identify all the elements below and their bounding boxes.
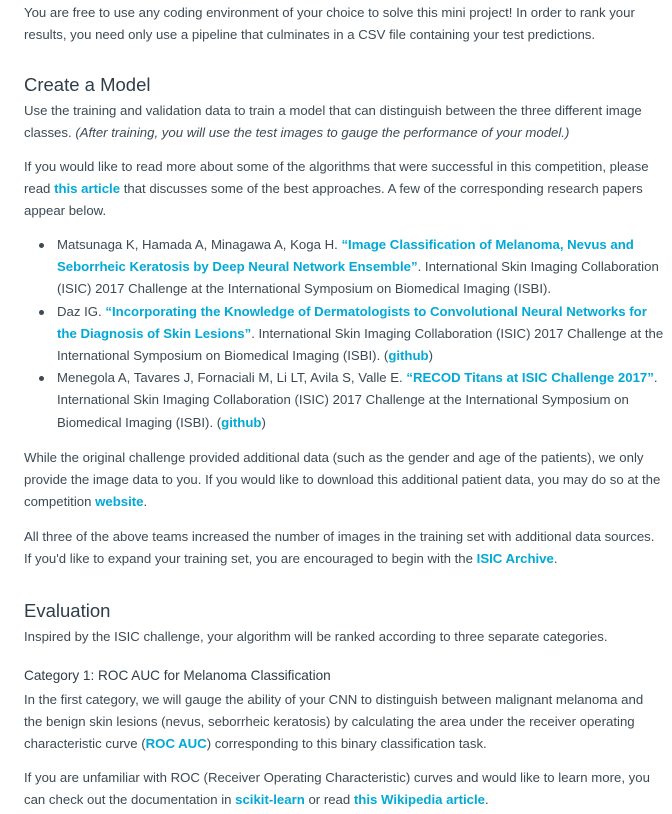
website-link[interactable]: website (95, 494, 144, 510)
roc-learn-mid: or read (304, 792, 354, 808)
category1-text: In the first category, we will gauge the ability of your CNN to distinguish between malignant melanoma and the benign skin lesions (nevus, seborrheic keratosis) by calculating the area under the receiver operating characteristic curve ( (24, 692, 644, 752)
reference-authors: Daz IG. (57, 303, 106, 319)
expand-training-paragraph (24, 526, 660, 570)
expand-training-text: All three of the above teams increased the number of images in the training set with additional data sources. If you'd like to expand your training set, you are encouraged to begin with the (24, 529, 655, 567)
read-more-text-after: that discusses some of the best approaches. A few of the corresponding research papers appear below. (24, 181, 643, 219)
reference-venue: . International Skin Imaging Collaboration (ISIC) 2017 Challenge at the International Symposium on Biomedical Imaging (ISBI). (57, 259, 659, 297)
reference-venue: . International Skin Imaging Collaboration (ISIC) 2017 Challenge at the International Symposium on Biomedical Imaging (ISBI). ( (57, 325, 664, 364)
create-model-heading: Create a Model (24, 74, 151, 95)
bullet-icon (39, 243, 44, 248)
category1-heading: Category 1: ROC AUC for Melanoma Classification (24, 668, 331, 683)
wikipedia-article-link[interactable]: this Wikipedia article (353, 792, 485, 808)
create-model-paragraph (24, 100, 660, 144)
category1-end: ) corresponding to this binary classification task. (206, 736, 487, 752)
expand-training-end: . (553, 551, 558, 567)
isic-archive-link[interactable]: ISIC Archive (476, 551, 554, 567)
reference-close: ) (261, 414, 266, 430)
reference-title-link[interactable]: “RECOD Titans at ISIC Challenge 2017” (406, 370, 654, 386)
reference-item (24, 367, 664, 434)
reference-venue: . International Skin Imaging Collaboration (ISIC) 2017 Challenge at the International Symposium on Biomedical Imaging (ISBI). ( (57, 370, 658, 430)
github-link[interactable]: github (388, 348, 429, 364)
bullet-icon (39, 310, 44, 315)
read-more-text-before: If you would like to read more about some of the algorithms that were successful in this competition, please read (24, 159, 649, 197)
references-list (24, 234, 664, 434)
create-model-note: (After training, you will use the test images to gauge the performance of your model.) (75, 125, 570, 141)
reference-close: ) (428, 348, 433, 364)
read-more-paragraph (24, 156, 664, 223)
category1-paragraph (24, 689, 664, 756)
scikit-learn-link[interactable]: scikit-learn (235, 792, 305, 808)
roc-learn-end: . (484, 792, 489, 808)
evaluation-intro: Inspired by the ISIC challenge, your algorithm will be ranked according to three separate categories. (24, 629, 608, 644)
reference-title-link[interactable]: “Image Classification of Melanoma, Nevus and Seborrheic Keratosis by Deep Neural Network Ensemble” (57, 237, 634, 275)
reference-item (24, 234, 664, 301)
reference-authors: Menegola A, Tavares J, Fornaciali M, Li LT, Avila S, Valle E. (57, 370, 407, 386)
github-link[interactable]: github (221, 414, 262, 430)
evaluation-heading: Evaluation (24, 600, 111, 621)
this-article-link[interactable]: this article (54, 181, 121, 197)
additional-data-end: . (143, 494, 148, 510)
reference-authors: Matsunaga K, Hamada A, Minagawa A, Koga H. (57, 237, 342, 252)
roc-learn-text: If you are unfamiliar with ROC (Receiver Operating Characteristic) curves and would like to learn more, you can check out the documentation in (24, 770, 650, 808)
create-model-text: Use the training and validation data to train a model that can distinguish between the three different image classes. (24, 103, 642, 141)
roc-learn-paragraph (24, 767, 664, 811)
additional-data-text: While the original challenge provided additional data (such as the gender and age of the patients), we only provide the image data to you. If you would like to download this additional patient data, you may do so at the competition (24, 450, 661, 510)
additional-data-paragraph (24, 447, 664, 514)
reference-item (24, 301, 664, 368)
intro-paragraph: You are free to use any coding environment of your choice to solve this mini project! In order to rank your results, you need only use a pipeline that culminates in a CSV file containing your test predictions. (24, 5, 635, 43)
roc-auc-link[interactable]: ROC AUC (145, 736, 207, 752)
reference-title-link[interactable]: “Incorporating the Knowledge of Dermatologists to Convolutional Neural Networks for the Diagnosis of Skin Lesions” (57, 303, 647, 341)
bullet-icon (39, 376, 44, 381)
